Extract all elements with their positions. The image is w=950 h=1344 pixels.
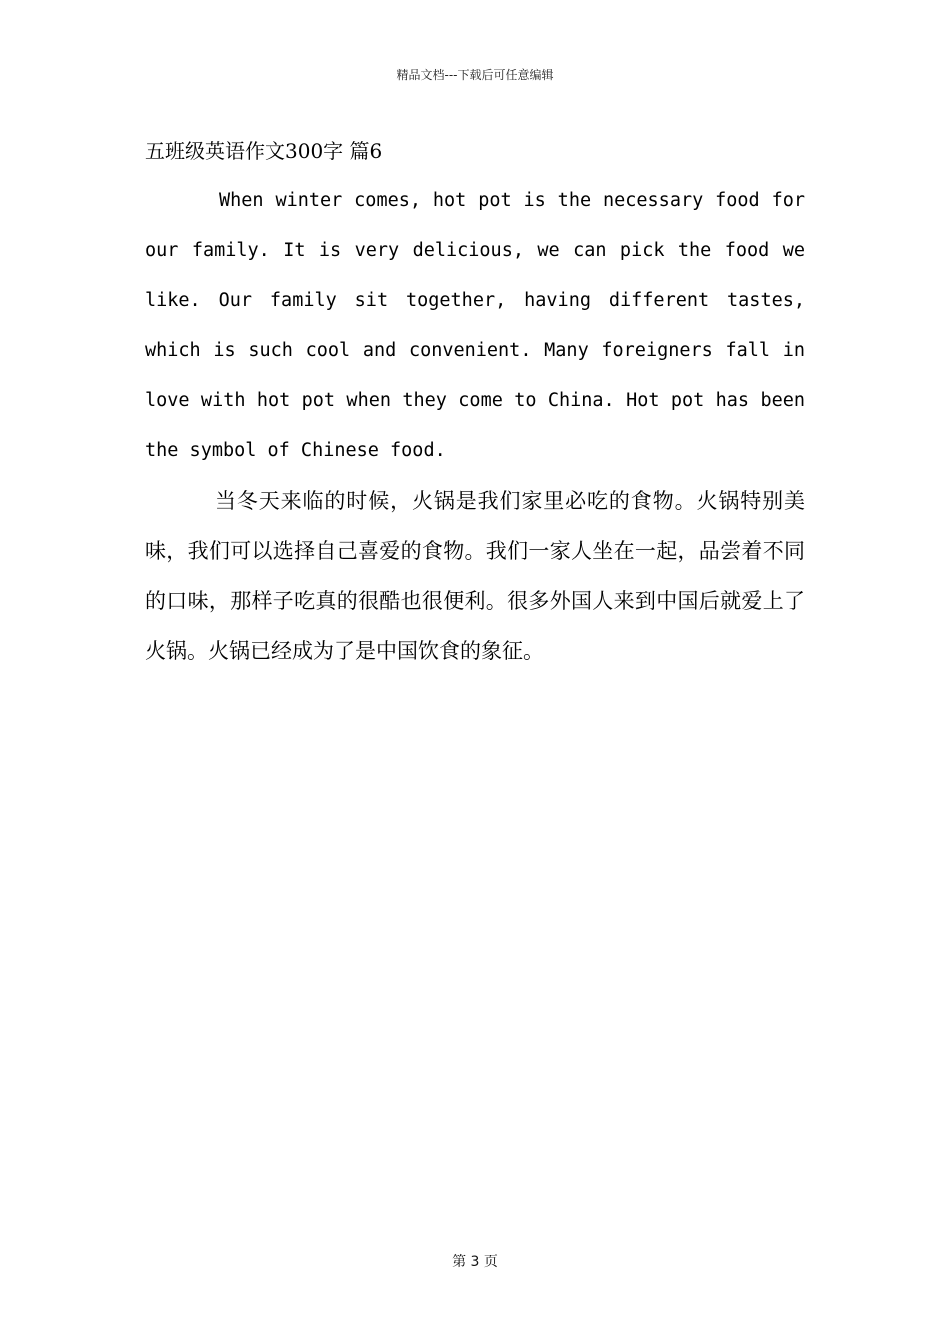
chinese-paragraph: 当冬天来临的时候，火锅是我们家里必吃的食物。火锅特别美味，我们可以选择自己喜爱的食物。我们一家人坐在一起，品尝着不同的口味，那样子吃真的很酷也很便利。很多外国人来到中国后就爱上了火锅。火锅已经成为了是中国饮食的象征。: [145, 489, 805, 663]
document-title: 五班级英语作文300字 篇6: [145, 139, 383, 163]
english-paragraph: When winter comes, hot pot is the necessary food for our family. It is very delicious, we can pick the food we like. Our family sit together, having different tastes, which is such cool and convenient. Many foreigners fall in love with hot pot when they come to China. Hot pot has been the symbol of Chinese food.: [145, 190, 805, 461]
page-number: 第 3 页: [452, 1254, 498, 1270]
page-header: 精品文档---下载后可任意编辑: [396, 68, 554, 82]
